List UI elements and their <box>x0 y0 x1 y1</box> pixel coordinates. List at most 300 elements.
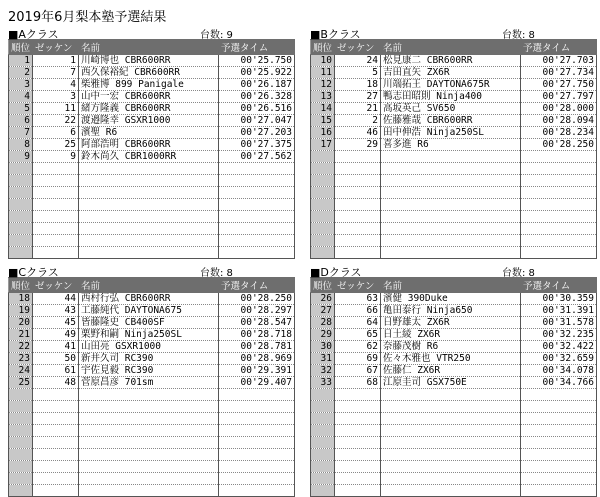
time-cell <box>521 247 597 259</box>
rank-cell <box>311 401 335 413</box>
time-cell: 00'28.297 <box>219 305 295 317</box>
number-cell: 61 <box>33 365 79 377</box>
time-cell <box>219 187 295 199</box>
table-row <box>9 485 295 497</box>
time-cell <box>521 449 597 461</box>
name-cell: 吉田直矢 ZX6R <box>381 67 521 79</box>
table-row <box>311 305 597 317</box>
table-row <box>9 151 295 163</box>
time-cell <box>521 151 597 163</box>
name-cell <box>79 211 219 223</box>
number-cell: 66 <box>335 305 381 317</box>
rank-cell <box>9 449 33 461</box>
number-cell: 22 <box>33 115 79 127</box>
rank-cell <box>311 485 335 497</box>
number-cell <box>33 211 79 223</box>
rank-cell: 24 <box>9 365 33 377</box>
rank-cell <box>9 247 33 259</box>
name-cell: 山中一宏 CBR600RR <box>79 91 219 103</box>
rank-cell: 16 <box>311 127 335 139</box>
results-table <box>8 277 295 497</box>
rank-header: 順位 <box>311 278 335 293</box>
results-table <box>8 39 295 259</box>
rank-cell: 21 <box>9 329 33 341</box>
number-cell: 68 <box>335 377 381 389</box>
time-cell <box>219 413 295 425</box>
number-cell <box>335 461 381 473</box>
rank-cell <box>9 437 33 449</box>
table-row <box>311 341 597 353</box>
number-cell: 21 <box>335 103 381 115</box>
rank-cell: 13 <box>311 91 335 103</box>
rank-cell: 27 <box>311 305 335 317</box>
rank-cell: 25 <box>9 377 33 389</box>
table-row <box>9 413 295 425</box>
rank-cell: 29 <box>311 329 335 341</box>
time-cell <box>521 223 597 235</box>
time-cell: 00'26.187 <box>219 79 295 91</box>
name-cell: 鈴木尚久 CBR1000RR <box>79 151 219 163</box>
rank-cell: 9 <box>9 151 33 163</box>
number-cell <box>335 449 381 461</box>
time-cell: 00'32.422 <box>521 341 597 353</box>
number-cell: 4 <box>33 79 79 91</box>
table-row <box>9 293 295 305</box>
time-cell <box>219 449 295 461</box>
name-cell <box>79 223 219 235</box>
name-cell <box>381 425 521 437</box>
number-cell <box>33 199 79 211</box>
number-cell <box>33 425 79 437</box>
table-row <box>311 91 597 103</box>
table-row <box>311 353 597 365</box>
rank-cell: 4 <box>9 91 33 103</box>
number-cell: 45 <box>33 317 79 329</box>
time-cell <box>521 187 597 199</box>
table-row <box>9 235 295 247</box>
name-cell: 奈藤茂樹 R6 <box>381 341 521 353</box>
name-cell: 日土綾 ZX6R <box>381 329 521 341</box>
time-cell: 00'28.718 <box>219 329 295 341</box>
table-row <box>9 247 295 259</box>
name-cell <box>381 461 521 473</box>
time-cell <box>219 389 295 401</box>
time-cell: 00'34.078 <box>521 365 597 377</box>
table-row <box>9 103 295 115</box>
table-row <box>9 175 295 187</box>
time-cell: 00'28.250 <box>219 293 295 305</box>
rank-cell <box>311 211 335 223</box>
table-row <box>311 377 597 389</box>
name-cell: 亀田泰行 Ninja650 <box>381 305 521 317</box>
name-cell <box>79 163 219 175</box>
table-row <box>9 305 295 317</box>
number-cell: 48 <box>33 377 79 389</box>
rank-header: 順位 <box>9 278 33 293</box>
name-cell: 西久保裕紀 CBR600RR <box>79 67 219 79</box>
table-row <box>9 353 295 365</box>
table-row <box>9 199 295 211</box>
name-cell <box>381 175 521 187</box>
rank-cell: 33 <box>311 377 335 389</box>
number-cell: 9 <box>33 151 79 163</box>
name-cell: 濱健 390Duke <box>381 293 521 305</box>
number-cell: 64 <box>335 317 381 329</box>
time-cell <box>219 211 295 223</box>
name-cell: 高坂英己 SV650 <box>381 103 521 115</box>
rank-cell <box>9 175 33 187</box>
rank-cell: 6 <box>9 115 33 127</box>
table-row <box>9 223 295 235</box>
rank-cell <box>311 247 335 259</box>
rank-cell <box>311 437 335 449</box>
time-cell: 00'28.094 <box>521 115 597 127</box>
rank-cell: 5 <box>9 103 33 115</box>
table-row <box>311 413 597 425</box>
time-cell: 00'27.047 <box>219 115 295 127</box>
rank-cell: 11 <box>311 67 335 79</box>
number-cell: 7 <box>33 67 79 79</box>
rank-cell: 14 <box>311 103 335 115</box>
name-cell: 佐藤雅哉 CBR600RR <box>381 115 521 127</box>
rank-cell: 15 <box>311 115 335 127</box>
table-row <box>311 425 597 437</box>
rank-cell <box>9 199 33 211</box>
name-cell: 江原圭司 GSX750E <box>381 377 521 389</box>
time-cell: 00'28.250 <box>521 139 597 151</box>
number-cell: 29 <box>335 139 381 151</box>
name-cell: 川端拓王 DAYTONA675R <box>381 79 521 91</box>
time-cell: 00'25.750 <box>219 55 295 67</box>
time-cell <box>521 163 597 175</box>
number-cell <box>33 437 79 449</box>
name-cell <box>79 449 219 461</box>
time-cell <box>219 425 295 437</box>
name-cell <box>79 437 219 449</box>
class-panel <box>310 26 596 259</box>
table-row <box>311 139 597 151</box>
number-cell: 46 <box>335 127 381 139</box>
number-cell <box>33 461 79 473</box>
results-table <box>310 39 597 259</box>
number-cell: 69 <box>335 353 381 365</box>
number-cell <box>335 187 381 199</box>
time-cell: 00'28.781 <box>219 341 295 353</box>
table-row <box>9 461 295 473</box>
number-cell: 62 <box>335 341 381 353</box>
rank-cell <box>311 163 335 175</box>
table-row <box>311 163 597 175</box>
rank-cell: 7 <box>9 127 33 139</box>
number-cell <box>335 223 381 235</box>
number-cell: 49 <box>33 329 79 341</box>
table-row <box>311 247 597 259</box>
table-row <box>9 449 295 461</box>
name-cell: 皆藤隆史 CB400SF <box>79 317 219 329</box>
number-cell <box>33 449 79 461</box>
class-panel <box>310 264 596 497</box>
name-cell <box>381 187 521 199</box>
time-header: 予選タイム <box>219 278 295 293</box>
table-row <box>9 139 295 151</box>
number-cell <box>33 187 79 199</box>
rank-cell: 17 <box>311 139 335 151</box>
rank-cell: 2 <box>9 67 33 79</box>
table-row <box>9 211 295 223</box>
table-row <box>9 91 295 103</box>
name-cell <box>79 413 219 425</box>
table-row <box>311 235 597 247</box>
time-cell <box>219 461 295 473</box>
table-row <box>311 175 597 187</box>
number-cell <box>33 413 79 425</box>
table-row <box>311 223 597 235</box>
name-cell <box>381 223 521 235</box>
time-cell <box>521 413 597 425</box>
table-row <box>9 341 295 353</box>
rank-cell <box>311 413 335 425</box>
time-cell: 00'29.391 <box>219 365 295 377</box>
name-cell <box>381 247 521 259</box>
table-row <box>311 461 597 473</box>
number-cell <box>335 389 381 401</box>
name-cell <box>79 199 219 211</box>
table-row <box>311 329 597 341</box>
table-row <box>9 365 295 377</box>
time-cell: 00'28.000 <box>521 103 597 115</box>
rank-cell <box>311 151 335 163</box>
number-cell: 41 <box>33 341 79 353</box>
name-header: 名前 <box>381 40 521 55</box>
time-cell: 00'31.391 <box>521 305 597 317</box>
number-cell <box>335 401 381 413</box>
rank-cell: 26 <box>311 293 335 305</box>
time-cell: 00'27.562 <box>219 151 295 163</box>
name-cell: 佐々木雅也 VTR250 <box>381 353 521 365</box>
name-cell <box>381 163 521 175</box>
time-cell: 00'31.578 <box>521 317 597 329</box>
table-row <box>9 389 295 401</box>
number-cell: 27 <box>335 91 381 103</box>
number-cell: 2 <box>335 115 381 127</box>
time-cell <box>219 235 295 247</box>
name-cell: 松見康二 CBR600RR <box>381 55 521 67</box>
name-cell <box>381 199 521 211</box>
class-name: ■Bクラス <box>310 28 361 41</box>
table-row <box>311 127 597 139</box>
panel-header <box>310 264 596 277</box>
number-cell: 63 <box>335 293 381 305</box>
time-cell: 00'28.234 <box>521 127 597 139</box>
time-cell: 00'30.359 <box>521 293 597 305</box>
results-table <box>310 277 597 497</box>
table-row <box>9 377 295 389</box>
table-row <box>9 187 295 199</box>
table-row <box>311 449 597 461</box>
name-cell <box>381 449 521 461</box>
time-cell <box>219 163 295 175</box>
rank-cell <box>311 461 335 473</box>
number-cell <box>335 163 381 175</box>
class-name: ■Cクラス <box>8 266 59 279</box>
rank-cell <box>9 461 33 473</box>
time-cell <box>219 401 295 413</box>
rank-cell: 19 <box>9 305 33 317</box>
time-cell <box>219 175 295 187</box>
time-cell <box>521 235 597 247</box>
table-row <box>311 151 597 163</box>
rank-cell <box>311 187 335 199</box>
name-cell <box>79 461 219 473</box>
number-cell <box>335 425 381 437</box>
name-cell: 緒方隆義 CBR600RR <box>79 103 219 115</box>
time-cell <box>521 175 597 187</box>
number-cell <box>33 389 79 401</box>
rank-cell: 20 <box>9 317 33 329</box>
number-cell: 3 <box>33 91 79 103</box>
class-name: ■Dクラス <box>310 266 362 279</box>
rank-cell <box>9 235 33 247</box>
panel-header <box>310 26 596 39</box>
rank-cell <box>311 223 335 235</box>
name-cell <box>79 401 219 413</box>
rank-cell: 12 <box>311 79 335 91</box>
name-header: 名前 <box>79 40 219 55</box>
rank-cell: 22 <box>9 341 33 353</box>
time-cell <box>521 199 597 211</box>
number-header: ゼッケン <box>33 40 79 55</box>
time-cell <box>219 247 295 259</box>
table-row <box>9 79 295 91</box>
rank-cell <box>9 211 33 223</box>
table-row <box>311 211 597 223</box>
rank-cell: 23 <box>9 353 33 365</box>
rank-cell: 18 <box>9 293 33 305</box>
time-cell <box>521 401 597 413</box>
number-cell: 65 <box>335 329 381 341</box>
name-cell: 菅原昌彦 701sm <box>79 377 219 389</box>
name-cell: 阿部浩明 CBR600RR <box>79 139 219 151</box>
table-row <box>311 187 597 199</box>
rank-cell <box>311 425 335 437</box>
number-cell <box>335 485 381 497</box>
name-cell <box>79 425 219 437</box>
time-cell: 00'32.235 <box>521 329 597 341</box>
time-cell: 00'28.969 <box>219 353 295 365</box>
name-cell: 濱聖 R6 <box>79 127 219 139</box>
name-cell: 柴雅博 899 Panigale <box>79 79 219 91</box>
panel-header <box>8 26 294 39</box>
rank-cell <box>9 223 33 235</box>
vehicle-count: 台数: 9 <box>200 30 233 41</box>
time-cell: 00'27.203 <box>219 127 295 139</box>
rank-cell <box>311 235 335 247</box>
rank-cell: 8 <box>9 139 33 151</box>
number-cell: 24 <box>335 55 381 67</box>
page-title: 2019年6月梨本塾予選結果 <box>8 10 167 25</box>
table-row <box>311 199 597 211</box>
time-cell <box>521 389 597 401</box>
class-panel <box>8 26 294 259</box>
name-cell <box>381 389 521 401</box>
number-cell <box>33 485 79 497</box>
rank-cell <box>9 187 33 199</box>
class-panel <box>8 264 294 497</box>
class-name: ■Aクラス <box>8 28 59 41</box>
time-cell <box>521 211 597 223</box>
name-cell: 渡邉隆幸 GSXR1000 <box>79 115 219 127</box>
number-cell <box>33 223 79 235</box>
name-cell <box>79 485 219 497</box>
name-cell: 佐藤仁 ZX6R <box>381 365 521 377</box>
number-cell <box>335 199 381 211</box>
name-cell <box>79 175 219 187</box>
time-cell: 00'32.659 <box>521 353 597 365</box>
table-row <box>9 163 295 175</box>
table-row <box>9 55 295 67</box>
number-header: ゼッケン <box>335 278 381 293</box>
rank-header: 順位 <box>9 40 33 55</box>
time-cell: 00'27.375 <box>219 139 295 151</box>
time-cell: 00'34.766 <box>521 377 597 389</box>
time-cell: 00'28.547 <box>219 317 295 329</box>
time-header: 予選タイム <box>219 40 295 55</box>
rank-cell: 1 <box>9 55 33 67</box>
rank-cell <box>9 413 33 425</box>
number-cell <box>335 175 381 187</box>
name-cell: 工藤純代 DAYTONA675 <box>79 305 219 317</box>
table-row <box>311 389 597 401</box>
name-cell: 宇佐見毅 RC390 <box>79 365 219 377</box>
time-cell <box>219 437 295 449</box>
rank-cell <box>9 425 33 437</box>
vehicle-count: 台数: 8 <box>502 268 535 279</box>
number-cell: 18 <box>335 79 381 91</box>
table-row <box>311 437 597 449</box>
rank-cell: 30 <box>311 341 335 353</box>
name-cell <box>79 187 219 199</box>
time-cell <box>219 485 295 497</box>
table-row <box>9 437 295 449</box>
number-cell: 25 <box>33 139 79 151</box>
table-row <box>311 365 597 377</box>
number-cell: 43 <box>33 305 79 317</box>
table-row <box>9 425 295 437</box>
rank-header: 順位 <box>311 40 335 55</box>
rank-cell <box>311 389 335 401</box>
number-cell: 6 <box>33 127 79 139</box>
table-row <box>311 103 597 115</box>
time-cell <box>521 485 597 497</box>
time-cell: 00'27.703 <box>521 55 597 67</box>
number-cell <box>33 401 79 413</box>
name-cell: 日野雄太 ZX6R <box>381 317 521 329</box>
name-cell <box>79 235 219 247</box>
table-row <box>311 79 597 91</box>
name-cell <box>381 211 521 223</box>
rank-cell <box>9 163 33 175</box>
rank-cell: 32 <box>311 365 335 377</box>
table-row <box>9 317 295 329</box>
time-cell <box>521 461 597 473</box>
rank-cell: 31 <box>311 353 335 365</box>
number-cell: 5 <box>335 67 381 79</box>
name-cell <box>381 437 521 449</box>
name-cell: 川崎博也 CBR600RR <box>79 55 219 67</box>
time-header: 予選タイム <box>521 278 597 293</box>
table-row <box>9 127 295 139</box>
table-row <box>9 329 295 341</box>
